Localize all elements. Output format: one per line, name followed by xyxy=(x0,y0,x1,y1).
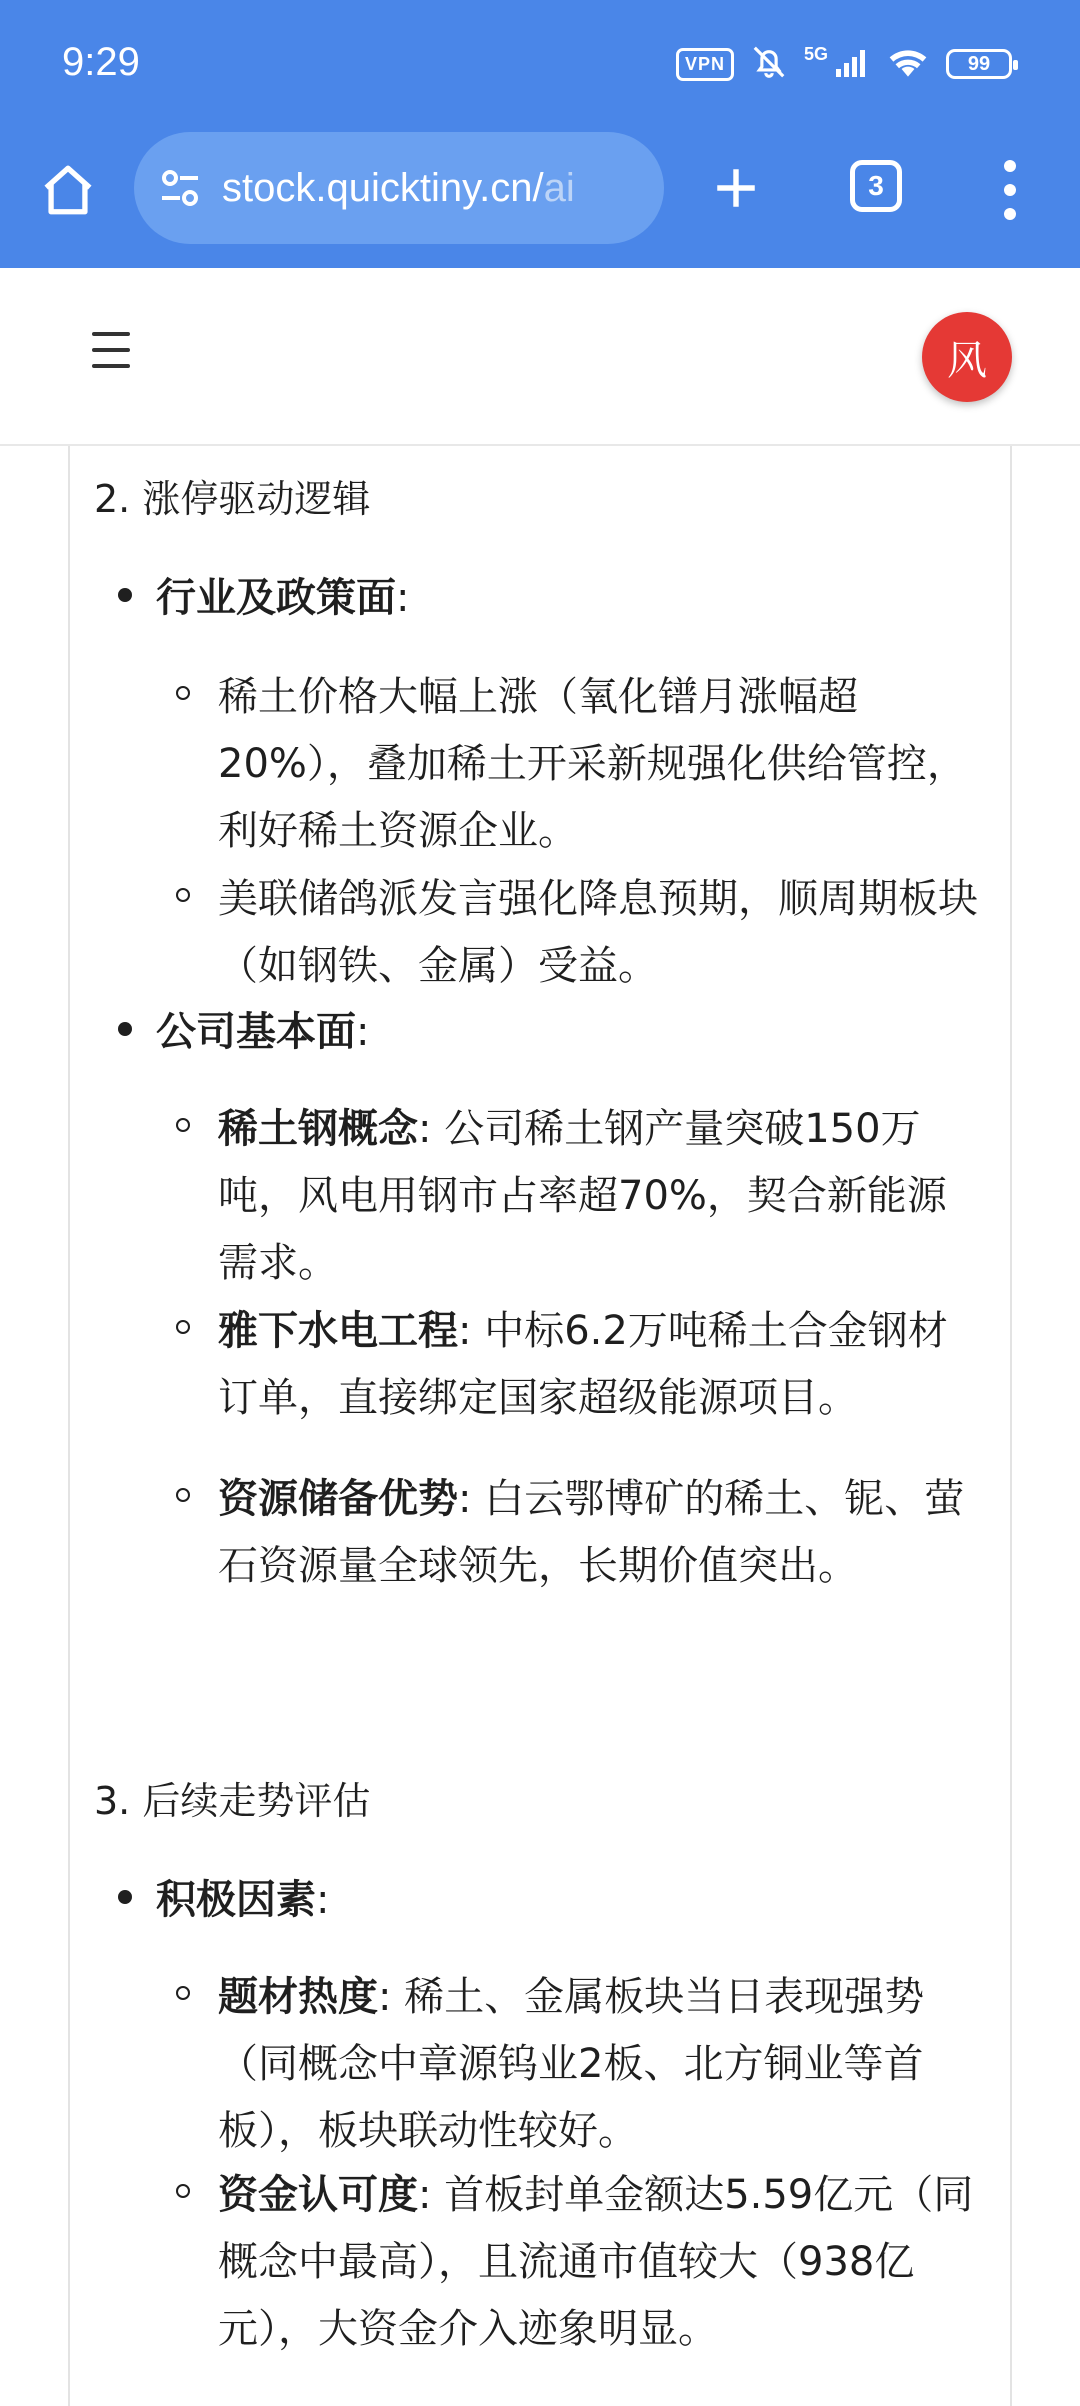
bullet-dot xyxy=(118,588,132,602)
section-title: 2. 涨停驱动逻辑 xyxy=(94,477,371,521)
list-item: 积极因素: xyxy=(118,1868,329,1925)
bullet-circle xyxy=(176,888,190,902)
list-item xyxy=(176,866,980,1000)
section-title: 3. 后续走势评估 xyxy=(94,1779,371,1823)
more-menu-button[interactable] xyxy=(990,150,1030,230)
status-icons xyxy=(676,44,1012,84)
hamburger-menu-icon[interactable] xyxy=(92,332,132,368)
bullet-circle xyxy=(176,1118,190,1132)
url-text xyxy=(222,166,575,211)
site-settings-icon[interactable] xyxy=(156,164,204,212)
list-item-text: 资源储备优势: 白云鄂博矿的稀土、铌、萤石资源量全球领先，长期价值突出。 xyxy=(218,1476,965,1589)
bullet-circle xyxy=(176,1986,190,2000)
address-bar[interactable] xyxy=(134,132,664,244)
bullet-circle xyxy=(176,1488,190,1502)
url-host: stock.quicktiny.cn/ xyxy=(222,165,544,210)
bullet-label: 积极因素 xyxy=(156,1877,316,1923)
home-icon xyxy=(39,161,97,219)
list-item xyxy=(176,1298,980,1432)
dot xyxy=(1004,160,1016,172)
tab-switcher-button[interactable]: 3 xyxy=(850,160,902,212)
list-item-text: 雅下水电工程: 中标6.2万吨稀土合金钢材订单，直接绑定国家超级能源项目。 xyxy=(218,1308,948,1421)
list-item: 行业及政策面: xyxy=(118,566,409,623)
list-item: 公司基本面: xyxy=(118,1000,369,1057)
list-item-text: 资金认可度: 首板封单金额达5.59亿元（同概念中最高），且流通市值较大（938亿元），大资金介入迹象明显。 xyxy=(218,2172,974,2352)
list-item xyxy=(176,2162,980,2363)
list-item xyxy=(176,1466,980,1600)
answer-card xyxy=(68,446,1012,2406)
browser-toolbar xyxy=(0,0,1080,268)
bullet-circle xyxy=(176,686,190,700)
battery-icon: 99 xyxy=(946,49,1012,79)
bullet-label: 行业及政策面 xyxy=(156,575,396,621)
bullet-dot xyxy=(118,1890,132,1904)
plus-icon xyxy=(711,163,761,213)
list-item xyxy=(176,664,980,865)
list-item-text: 美联储鸽派发言强化降息预期，顺周期板块（如钢铁、金属）受益。 xyxy=(218,876,978,989)
mute-bell-icon xyxy=(750,43,788,85)
url-path: ai xyxy=(543,165,575,210)
vpn-icon: VPN xyxy=(676,48,734,81)
page-header xyxy=(0,268,1080,446)
home-button[interactable] xyxy=(30,152,106,228)
wifi-icon xyxy=(886,45,930,83)
bullet-dot xyxy=(118,1022,132,1036)
bullet-circle xyxy=(176,1320,190,1334)
network-type: 5G xyxy=(803,43,828,64)
avatar[interactable]: 风 xyxy=(922,312,1012,402)
list-item-text: 题材热度: 稀土、金属板块当日表现强势（同概念中章源钨业2板、北方铜业等首板），板块联动性较好。 xyxy=(218,1974,925,2154)
dot xyxy=(1004,184,1016,196)
signal-icon xyxy=(836,47,870,81)
status-time: 9:29 xyxy=(62,40,140,84)
new-tab-button[interactable] xyxy=(700,148,772,228)
list-item xyxy=(176,1096,980,1297)
list-item xyxy=(176,1964,980,2165)
bullet-label: 公司基本面 xyxy=(156,1009,356,1055)
bullet-circle xyxy=(176,2184,190,2198)
dot xyxy=(1004,208,1016,220)
list-item-text: 稀土钢概念: 公司稀土钢产量突破150万吨，风电用钢市占率超70%，契合新能源需求。 xyxy=(218,1106,947,1286)
list-item-text: 稀土价格大幅上涨（氧化镨月涨幅超20%），叠加稀土开采新规强化供给管控，利好稀土资源企业。 xyxy=(218,674,967,854)
